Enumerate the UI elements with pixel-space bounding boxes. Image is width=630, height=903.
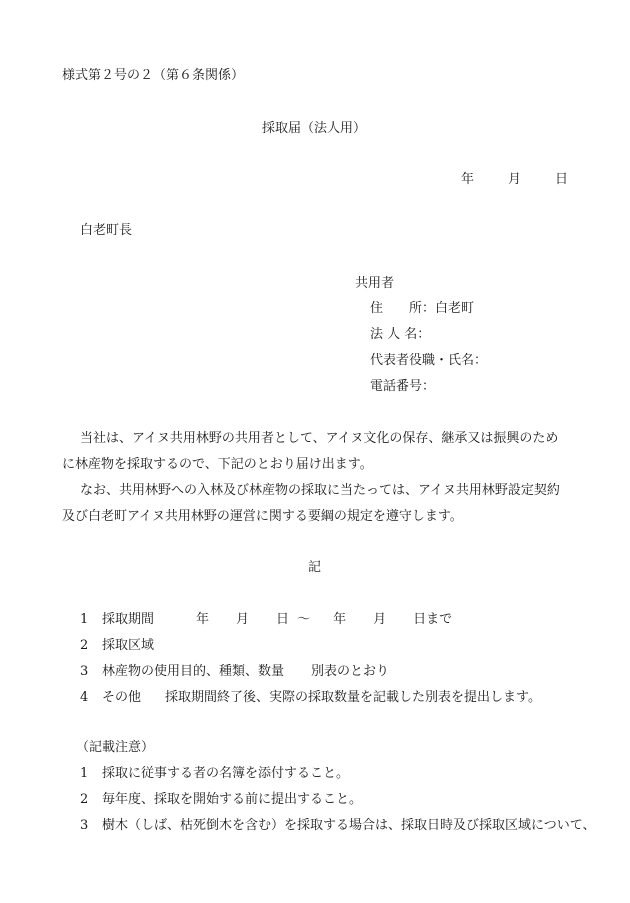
- notes-heading: （記載注意）: [76, 740, 155, 755]
- item-label: 採取区域: [102, 638, 155, 653]
- body-p2-line1: なお、共用林野への入林及び林産物の採取に当たっては、アイヌ共用林野設定契約: [80, 483, 560, 498]
- item-other: [80, 691, 541, 704]
- date-line: [461, 173, 568, 186]
- item-value: 別表のとおり: [311, 664, 390, 679]
- date-month-label: 月: [508, 172, 522, 187]
- note-item: [80, 819, 595, 832]
- period-day2-label: 日まで: [413, 612, 453, 627]
- item-label: 採取期間: [102, 612, 155, 627]
- item-label: 林産物の使用目的、種類、数量: [102, 664, 285, 679]
- address-label: 住 所：: [370, 301, 436, 316]
- item-period: [80, 613, 452, 626]
- period-month-label: 月: [236, 612, 250, 627]
- period-year2-label: 年: [333, 612, 347, 627]
- body-p1-line2: に林産物を採取するので、下記のとおり届け出ます。: [62, 457, 373, 472]
- body-p1-line1: 当社は、アイヌ共用林野の共用者として、アイヌ文化の保存、継承又は振興のため: [80, 431, 559, 446]
- period-year-label: 年: [196, 612, 210, 627]
- note-text: 樹木（しば、枯死倒木を含む）を採取する場合は、採取日時及び採取区域について、: [102, 818, 596, 833]
- applicant-address: [370, 302, 474, 315]
- note-number: 3: [80, 818, 89, 833]
- note-text: 採取に従事する者の名簿を添付すること。: [102, 766, 350, 781]
- representative-label: 代表者役職・氏名：: [370, 353, 488, 368]
- note-item: [80, 767, 349, 780]
- corp-name-label: 法 人 名：: [370, 327, 431, 342]
- note-text: 毎年度、採取を開始する前に提出すること。: [102, 792, 363, 807]
- period-month2-label: 月: [373, 612, 387, 627]
- period-tilde: ～: [297, 612, 311, 627]
- item-purpose: [80, 665, 389, 678]
- item-value: 採取期間終了後、実際の採取数量を記載した別表を提出します。: [165, 690, 541, 705]
- page-title: 採取届（法人用）: [262, 121, 367, 136]
- item-label: その他: [102, 690, 142, 705]
- date-day-label: 日: [555, 172, 569, 187]
- phone-label: 電話番号：: [370, 379, 436, 394]
- period-day-label: 日: [276, 612, 290, 627]
- addressee: 白老町長: [80, 223, 133, 238]
- ki-heading: 記: [308, 560, 322, 575]
- item-number: 2: [80, 638, 89, 653]
- item-area: [80, 639, 154, 652]
- applicant-heading: 共用者: [355, 276, 395, 291]
- body-p2-line2: 及び白老町アイヌ共用林野の運営に関する要綱の規定を遵守します。: [62, 509, 463, 524]
- address-value: 白老町: [435, 301, 475, 316]
- item-number: 3: [80, 664, 89, 679]
- note-item: [80, 793, 362, 806]
- date-year-label: 年: [461, 172, 475, 187]
- form-id: 様式第２号の２（第６条関係）: [62, 68, 245, 83]
- item-number: 1: [80, 612, 89, 627]
- note-number: 2: [80, 792, 89, 807]
- note-number: 1: [80, 766, 89, 781]
- item-number: 4: [80, 690, 89, 705]
